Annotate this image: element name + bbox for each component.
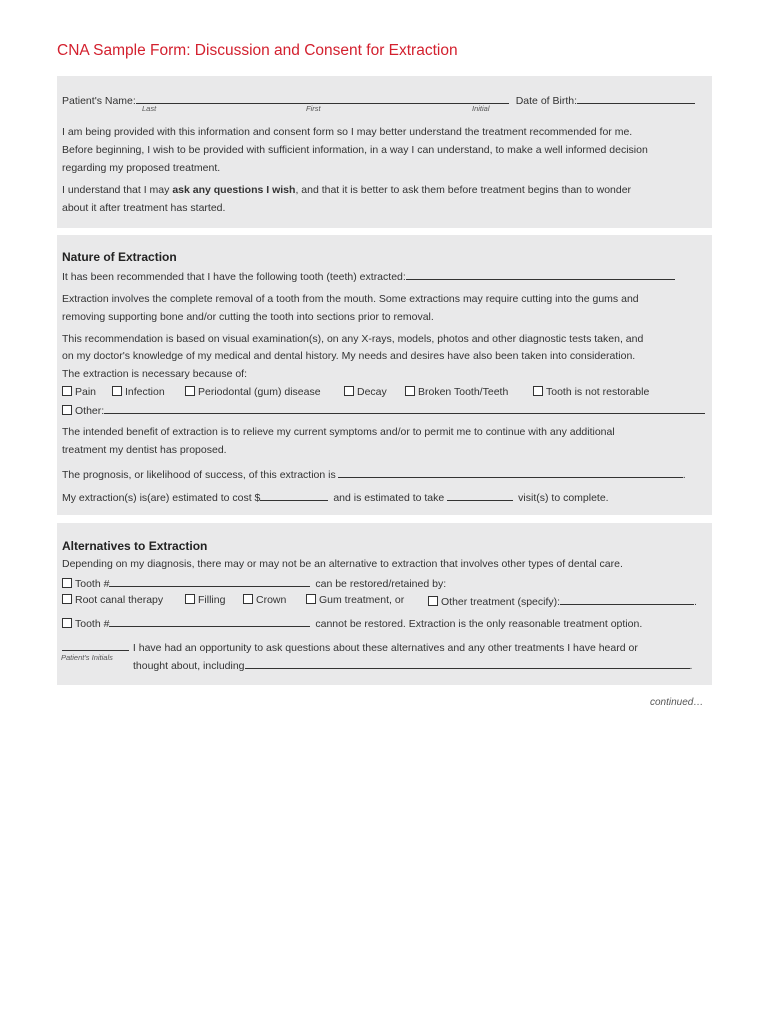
tooth-not-restorable-row (62, 615, 642, 631)
patient-name-row (62, 92, 695, 108)
nature-text: The extraction is necessary because of: (62, 368, 248, 380)
option-label: Gum treatment, or (319, 594, 405, 606)
last-caption: Last (142, 104, 157, 113)
reason-option[interactable] (533, 385, 649, 399)
reason-option[interactable] (112, 385, 165, 399)
recommended-label: It has been recommended that I have the following tooth (teeth) extracted: (62, 271, 406, 283)
including-field[interactable] (245, 657, 690, 669)
reason-label: Tooth is not restorable (546, 386, 650, 398)
option-item[interactable] (243, 593, 286, 607)
prognosis-label: The prognosis, or likelihood of success, of this extraction is (62, 469, 336, 481)
dob-label: Date of Birth: (515, 95, 577, 107)
reason-option[interactable] (62, 385, 96, 399)
reason-option[interactable] (344, 385, 387, 399)
questions-text (62, 183, 631, 197)
tooth-label: Tooth # (75, 618, 110, 630)
option-item[interactable] (306, 593, 404, 607)
questions-label: I have had an opportunity to ask questions about these alternatives and any other treatments I have heard or (132, 642, 638, 654)
questions-text: about it after treatment has started. (62, 202, 226, 214)
questions-text-pre: I understand that I may (62, 184, 173, 196)
option-item[interactable] (185, 593, 225, 607)
initials-row (62, 639, 638, 655)
dob-field[interactable] (577, 92, 695, 104)
alternatives-text: Depending on my diagnosis, there may or may not be an alternative to extraction that involves other types of dental care. (62, 558, 623, 570)
first-caption: First (306, 104, 321, 113)
checkbox[interactable] (62, 405, 72, 415)
checkbox[interactable] (405, 386, 415, 396)
option-item[interactable]: Other treatment (specify): . (428, 593, 697, 609)
recommended-row (62, 268, 675, 284)
including-label: thought about, including (133, 660, 245, 672)
checkbox[interactable] (185, 386, 195, 396)
checkbox[interactable] (243, 594, 253, 604)
intro-text: regarding my proposed treatment. (62, 162, 221, 174)
other-treatment-field[interactable] (560, 593, 694, 605)
nature-text: Extraction involves the complete removal of a tooth from the mouth. Some extractions may require cutting into the gums and (62, 293, 639, 305)
option-item[interactable] (62, 593, 163, 607)
teeth-field[interactable] (406, 268, 675, 280)
restored-label: can be restored/retained by: (315, 578, 447, 590)
checkbox[interactable] (428, 596, 438, 606)
checkbox[interactable] (306, 594, 316, 604)
patient-name-label: Patient's Name: (62, 95, 136, 107)
nature-text: on my doctor's knowledge of my medical and dental history. My needs and desires have also been taken into consideration. (62, 350, 636, 362)
reason-label: Periodontal (gum) disease (198, 386, 321, 398)
continued-note: continued… (650, 697, 704, 708)
cost-field[interactable] (260, 489, 328, 501)
tooth-number-field[interactable] (109, 615, 310, 627)
checkbox[interactable] (344, 386, 354, 396)
alternatives-heading: Alternatives to Extraction (62, 539, 208, 553)
initials-field[interactable] (62, 639, 129, 651)
benefit-text: treatment my dentist has proposed. (62, 444, 227, 456)
cannot-label: cannot be restored. Extraction is the only reasonable treatment option. (315, 618, 643, 630)
other-label: Other: (75, 405, 105, 417)
visits-field[interactable] (447, 489, 513, 501)
option-label: Other treatment (specify): (441, 596, 561, 608)
reason-option[interactable] (185, 385, 321, 399)
intro-text: I am being provided with this information and consent form so I may better understand the treatment recommended for me. (62, 126, 633, 138)
other-option[interactable] (62, 402, 705, 418)
nature-text: This recommendation is based on visual examination(s), on any X-rays, models, photos and other diagnostic tests taken, and (62, 333, 644, 345)
checkbox[interactable] (62, 594, 72, 604)
other-field[interactable] (104, 402, 705, 414)
prognosis-field[interactable] (338, 466, 683, 478)
option-label: Root canal therapy (75, 594, 164, 606)
option-label: Filling (198, 594, 226, 606)
reason-label: Decay (357, 386, 387, 398)
reason-label: Pain (75, 386, 97, 398)
tooth-number-field[interactable] (109, 575, 310, 587)
benefit-text: The intended benefit of extraction is to relieve my current symptoms and/or to permit me to continue with any additional (62, 426, 615, 438)
visits-label: and is estimated to take (333, 492, 445, 504)
patient-name-field[interactable] (136, 92, 509, 104)
questions-text-post: , and that it is better to ask them before treatment begins than to wonder (295, 184, 632, 196)
tooth-label: Tooth # (75, 578, 110, 590)
visits-suffix: visit(s) to complete. (518, 492, 609, 504)
including-row: thought about, including . (133, 657, 692, 673)
checkbox[interactable] (62, 578, 72, 588)
reason-option[interactable] (405, 385, 508, 399)
reason-label: Broken Tooth/Teeth (418, 386, 509, 398)
initial-caption: Initial (472, 104, 490, 113)
nature-text: removing supporting bone and/or cutting the tooth into sections prior to removal. (62, 311, 434, 323)
checkbox[interactable] (62, 386, 72, 396)
prognosis-row: The prognosis, or likelihood of success, of this extraction is . (62, 466, 686, 482)
form-title: CNA Sample Form: Discussion and Consent for Extraction (57, 42, 458, 59)
initials-caption: Patient's Initials (61, 653, 113, 662)
intro-text: Before beginning, I wish to be provided with sufficient information, in a way I can understand, to make a well informed decision (62, 144, 648, 156)
cost-label: My extraction(s) is(are) estimated to cost $ (62, 492, 261, 504)
reason-label: Infection (125, 386, 165, 398)
checkbox[interactable] (185, 594, 195, 604)
checkbox[interactable] (533, 386, 543, 396)
option-label: Crown (256, 594, 287, 606)
cost-row (62, 489, 609, 505)
questions-text-bold: ask any questions I wish (172, 184, 296, 196)
checkbox[interactable] (62, 618, 72, 628)
checkbox[interactable] (112, 386, 122, 396)
nature-heading: Nature of Extraction (62, 250, 177, 264)
tooth-restorable-row (62, 575, 446, 591)
